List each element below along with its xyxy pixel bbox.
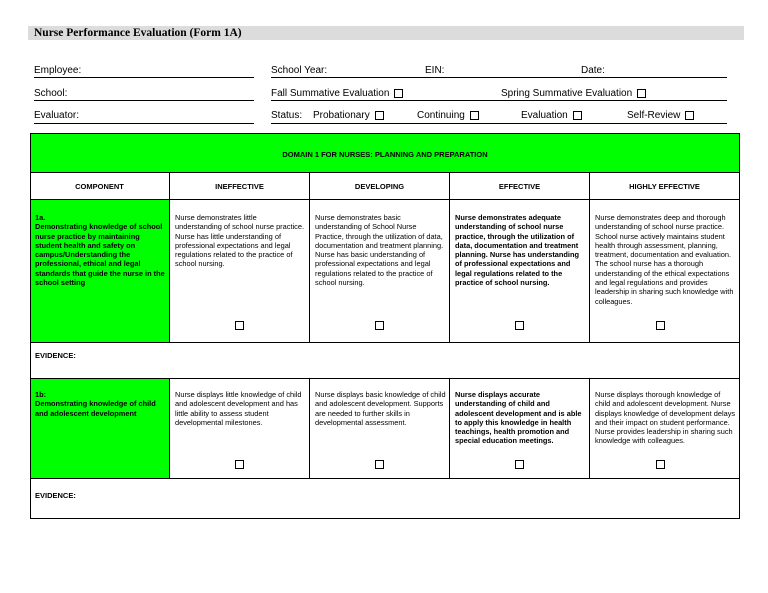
col-header-ineffective: INEFFECTIVE bbox=[215, 182, 264, 191]
probationary-checkbox[interactable] bbox=[375, 111, 384, 120]
row-1a-developing-checkbox[interactable] bbox=[375, 321, 384, 330]
evaluator-field[interactable] bbox=[34, 123, 254, 124]
probationary-label: Probationary bbox=[313, 110, 370, 121]
col-header-developing: DEVELOPING bbox=[354, 182, 405, 191]
evidence-1b-label: EVIDENCE: bbox=[35, 491, 76, 500]
evaluation-label: Evaluation bbox=[521, 110, 568, 121]
col-header-highly-effective: HIGHLY EFFECTIVE bbox=[629, 182, 700, 191]
row-1a-ineffective-checkbox[interactable] bbox=[235, 321, 244, 330]
school-year-label: School Year: bbox=[271, 65, 328, 76]
row-1a-effective: Nurse demonstrates adequate understanding of school nurse practice, through the utilization of data, documentation and treatment planning. Nurse has understanding of professional expectations and legal regulations related to the practice of school nursing. bbox=[455, 213, 580, 288]
row-1b-highly-effective-checkbox[interactable] bbox=[656, 460, 665, 469]
employee-label: Employee: bbox=[34, 65, 82, 76]
row-1b-developing-checkbox[interactable] bbox=[375, 460, 384, 469]
probationary-option[interactable] bbox=[313, 110, 384, 122]
spring-evaluation-label: Spring Summative Evaluation bbox=[501, 88, 633, 99]
evaluation-type-line bbox=[271, 100, 727, 101]
col-header-effective: EFFECTIVE bbox=[498, 182, 541, 191]
evidence-1a-label: EVIDENCE: bbox=[35, 351, 76, 360]
ein-label: EIN: bbox=[425, 65, 445, 76]
self-review-checkbox[interactable] bbox=[685, 111, 694, 120]
component-1b: 1b: Demonstrating knowledge of child and adolescent development bbox=[35, 390, 156, 418]
row-1a-highly-effective-checkbox[interactable] bbox=[656, 321, 665, 330]
fall-evaluation-label: Fall Summative Evaluation bbox=[271, 88, 390, 99]
row-1b-effective-checkbox[interactable] bbox=[515, 460, 524, 469]
continuing-checkbox[interactable] bbox=[470, 111, 479, 120]
row-1b-ineffective-checkbox[interactable] bbox=[235, 460, 244, 469]
row-1b-effective: Nurse displays accurate understanding of child and adolescent development and is able to apply this knowledge in health teachings, health promotion and special education meetings. bbox=[455, 390, 582, 446]
status-line bbox=[271, 123, 727, 124]
continuing-label: Continuing bbox=[417, 110, 465, 121]
page-title: Nurse Performance Evaluation (Form 1A) bbox=[34, 27, 242, 39]
fall-evaluation[interactable] bbox=[271, 88, 403, 100]
school-year-ein-date-field[interactable] bbox=[271, 77, 727, 78]
spring-evaluation-checkbox[interactable] bbox=[637, 89, 646, 98]
fall-evaluation-checkbox[interactable] bbox=[394, 89, 403, 98]
evaluation-checkbox[interactable] bbox=[573, 111, 582, 120]
component-1a: 1a. Demonstrating knowledge of school nurse practice by maintaining student health and safety on campus/Understanding the professional, ethical and legal standards that guide the nurse in the school setting bbox=[35, 213, 165, 288]
school-label: School: bbox=[34, 88, 68, 99]
col-header-component: COMPONENT bbox=[75, 182, 124, 191]
row-1a-ineffective: Nurse demonstrates little understanding of school nurse practice. Nurse has little understanding of professional expectations and legal regulations related to the practice of school nursing. bbox=[175, 213, 305, 269]
row-1b-ineffective: Nurse displays little knowledge of child and adolescent development and has little ability to assess student developmental milestones. bbox=[175, 390, 302, 427]
self-review-label: Self-Review bbox=[627, 110, 681, 121]
row-1b-highly-effective: Nurse displays thorough knowledge of child and adolescent development. Nurse displays knowledge of development delays and their impact on student performance. Nurse provides leadership in sharing such knowledge with colleagues. bbox=[595, 390, 736, 446]
status-label: Status: bbox=[271, 110, 303, 121]
employee-field[interactable] bbox=[34, 77, 254, 78]
continuing-option[interactable] bbox=[417, 110, 479, 122]
evaluator-label: Evaluator: bbox=[34, 110, 80, 121]
evaluation-option[interactable] bbox=[521, 110, 582, 122]
domain-header: DOMAIN 1 FOR NURSES: PLANNING AND PREPARATION bbox=[282, 150, 488, 159]
self-review-option[interactable] bbox=[627, 110, 694, 122]
spring-evaluation[interactable] bbox=[501, 88, 646, 100]
school-field[interactable] bbox=[34, 100, 254, 101]
row-1b-developing: Nurse displays basic knowledge of child and adolescent development. Supports are needed to further skills in developmental assessment. bbox=[315, 390, 446, 427]
row-1a-developing: Nurse demonstrates basic understanding of School Nurse Practice, through the utilization of data, documentation and treatment planning. Nurse has basic understanding of professional expectations and legal regulations related to the practice of school nursing. bbox=[315, 213, 444, 288]
row-1a-effective-checkbox[interactable] bbox=[515, 321, 524, 330]
date-label: Date: bbox=[581, 65, 605, 76]
row-1a-highly-effective: Nurse demonstrates deep and thorough understanding of school nurse practice. School nurse actively maintains student health through assessment, planning, treatment, documentation and evaluation. The school nurse has a thorough understanding of the ethical expectations and legal regulations and provides leadership in sharing such knowledge with colleagues. bbox=[595, 213, 734, 306]
